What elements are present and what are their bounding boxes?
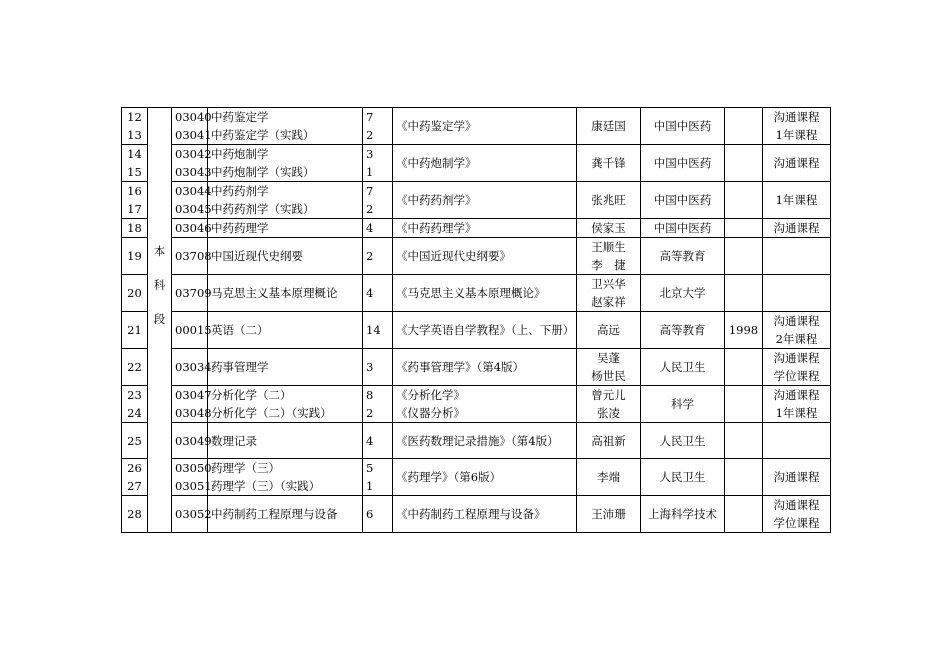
textbook: 《中药药剂学》 — [396, 193, 477, 207]
textbook: 《药理学》（第6版） — [396, 470, 502, 484]
row-number: 23 — [127, 388, 142, 402]
publisher: 中国中医药 — [653, 221, 712, 235]
credit: 3 — [366, 360, 374, 374]
course-name-cell — [208, 182, 363, 219]
textbook: 《医药数理记录措施》（第4版） — [396, 433, 559, 448]
row-number: 18 — [127, 221, 142, 235]
credit-cell — [363, 145, 393, 182]
note: 沟通课程 — [773, 156, 820, 170]
credit: 8 — [366, 388, 374, 402]
course-code: 03041 — [175, 128, 212, 142]
course-code: 03040 — [175, 110, 212, 124]
course-code: 03050 — [175, 461, 212, 475]
row-number-cell — [122, 219, 148, 238]
course-code: 03034 — [175, 360, 212, 374]
credit: 2 — [366, 406, 374, 420]
course-name-cell — [208, 459, 363, 496]
course-name: 中药炮制学（实践） — [211, 165, 315, 179]
course-code: 00015 — [175, 323, 212, 337]
note: 1年课程 — [775, 128, 818, 142]
author-cell — [577, 386, 641, 423]
edition-cell — [725, 496, 763, 533]
table-row — [122, 145, 831, 182]
author: 李端 — [597, 470, 620, 484]
table-row — [122, 275, 831, 312]
textbook-cell — [393, 182, 577, 219]
edition-cell — [725, 145, 763, 182]
credit: 7 — [366, 110, 374, 124]
row-number-cell — [122, 386, 148, 423]
credit: 4 — [366, 221, 374, 235]
edition-cell — [725, 182, 763, 219]
row-number-cell — [122, 423, 148, 459]
course-name-cell — [208, 145, 363, 182]
course-code: 03709 — [175, 286, 212, 300]
course-code: 03045 — [175, 202, 212, 216]
publisher-cell — [641, 219, 725, 238]
textbook: 《大学英语自学教程》（上、下册） — [396, 323, 575, 337]
textbook-cell — [393, 349, 577, 386]
course-name-cell — [208, 423, 363, 459]
table-row — [122, 219, 831, 238]
publisher-cell — [641, 349, 725, 386]
row-number-cell — [122, 238, 148, 275]
course-code: 03047 — [175, 388, 212, 402]
row-number: 20 — [127, 286, 142, 300]
publisher: 高等教育 — [659, 249, 706, 263]
textbook: 《药事管理学》（第4版） — [396, 360, 525, 374]
credit: 4 — [366, 286, 374, 300]
course-code-cell — [172, 238, 212, 275]
author: 卫兴华 — [591, 277, 626, 291]
course-code-cell — [172, 459, 212, 496]
author-cell — [577, 108, 641, 145]
note: 沟通课程 — [773, 221, 820, 235]
row-number: 19 — [127, 249, 142, 263]
credit-cell — [363, 182, 393, 219]
edition-cell — [725, 349, 763, 386]
credit: 2 — [366, 202, 374, 216]
course-name-cell — [208, 219, 363, 238]
stage-label-char: 科 — [153, 278, 166, 292]
publisher-cell — [641, 238, 725, 275]
note-cell — [763, 459, 831, 496]
credit: 3 — [366, 147, 374, 161]
course-name: 英语（二） — [211, 323, 269, 337]
author: 康廷国 — [591, 119, 626, 133]
course-code: 03046 — [175, 221, 212, 235]
author: 高祖新 — [591, 433, 626, 448]
note: 2年课程 — [775, 332, 818, 346]
course-code: 03051 — [175, 479, 212, 493]
credit-cell — [363, 496, 393, 533]
credit: 7 — [366, 184, 374, 198]
course-code-cell — [172, 219, 212, 238]
course-name: 药事管理学 — [211, 360, 269, 374]
publisher-cell — [641, 182, 725, 219]
note-cell — [763, 386, 831, 423]
course-name-cell — [208, 238, 363, 275]
note-cell — [763, 496, 831, 533]
stage-label-char: 本 — [153, 244, 166, 258]
row-number: 26 — [127, 461, 142, 475]
course-table-body — [122, 108, 831, 533]
course-code-cell — [172, 496, 212, 533]
note: 沟通课程 — [773, 351, 820, 365]
author-cell — [577, 312, 641, 349]
publisher: 北京大学 — [659, 286, 706, 300]
row-number: 16 — [127, 184, 142, 198]
publisher: 中国中医药 — [653, 119, 712, 133]
row-number: 21 — [127, 323, 142, 337]
row-number: 24 — [127, 406, 142, 420]
course-code-cell — [172, 275, 212, 312]
note-cell — [763, 219, 831, 238]
credit: 1 — [366, 165, 374, 179]
publisher-cell — [641, 496, 725, 533]
course-code: 03042 — [175, 147, 212, 161]
table-row — [122, 496, 831, 533]
course-code: 03708 — [175, 249, 212, 263]
credit: 14 — [366, 323, 381, 337]
edition-cell — [725, 219, 763, 238]
note: 沟通课程 — [773, 388, 820, 402]
table-row — [122, 108, 831, 145]
course-name-cell — [208, 312, 363, 349]
textbook: 《分析化学》 — [396, 388, 465, 402]
textbook-cell — [393, 145, 577, 182]
table-row — [122, 349, 831, 386]
table-row — [122, 386, 831, 423]
textbook-cell — [393, 108, 577, 145]
course-code: 03044 — [175, 184, 212, 198]
edition-cell — [725, 108, 763, 145]
author-cell — [577, 496, 641, 533]
course-name: 分析化学（二）（实践） — [211, 406, 332, 420]
row-number: 13 — [127, 128, 142, 142]
row-number: 17 — [127, 202, 142, 216]
course-name: 中药制药工程原理与设备 — [211, 507, 338, 521]
note: 1年课程 — [775, 406, 818, 420]
course-name-cell — [208, 108, 363, 145]
course-code-cell — [172, 182, 212, 219]
credit: 5 — [366, 461, 374, 475]
course-name-cell — [208, 496, 363, 533]
credit-cell — [363, 459, 393, 496]
edition-cell — [725, 423, 763, 459]
course-name: 中药鉴定学 — [211, 110, 269, 124]
author-cell — [577, 145, 641, 182]
course-code-cell — [172, 108, 212, 145]
credit-cell — [363, 238, 393, 275]
credit-cell — [363, 386, 393, 423]
stage-label-char: 段 — [153, 312, 166, 326]
note: 沟通课程 — [773, 470, 820, 484]
course-name: 数理记录 — [211, 433, 257, 448]
note: 沟通课程 — [773, 110, 820, 124]
textbook: 《中药制药工程原理与设备》 — [396, 507, 546, 521]
note-cell — [763, 275, 831, 312]
row-number-cell — [122, 182, 148, 219]
note-cell — [763, 312, 831, 349]
note-cell — [763, 108, 831, 145]
publisher-cell — [641, 275, 725, 312]
note-cell — [763, 238, 831, 275]
row-number: 12 — [127, 110, 142, 124]
credit: 6 — [366, 507, 374, 521]
publisher-cell — [641, 386, 725, 423]
author-cell — [577, 238, 641, 275]
row-number: 14 — [127, 147, 142, 161]
textbook-cell — [393, 386, 577, 423]
table-row — [122, 459, 831, 496]
edition-cell — [725, 275, 763, 312]
table-row — [122, 312, 831, 349]
course-name-cell — [208, 349, 363, 386]
course-table — [121, 107, 831, 533]
course-code: 03043 — [175, 165, 212, 179]
publisher-cell — [641, 459, 725, 496]
publisher-cell — [641, 145, 725, 182]
publisher: 高等教育 — [659, 323, 706, 337]
textbook-cell — [393, 496, 577, 533]
author: 高远 — [597, 323, 620, 337]
textbook-cell — [393, 219, 577, 238]
row-number-cell — [122, 496, 148, 533]
course-code-cell — [172, 423, 212, 459]
row-number-cell — [122, 108, 148, 145]
textbook: 《中国近现代史纲要》 — [396, 249, 511, 263]
row-number: 28 — [127, 507, 142, 521]
textbook: 《马克思主义基本原理概论》 — [396, 286, 546, 300]
textbook: 《仪器分析》 — [396, 406, 465, 420]
author: 曾元儿 — [591, 388, 626, 402]
note-cell — [763, 182, 831, 219]
publisher: 科学 — [671, 397, 694, 411]
credit-cell — [363, 349, 393, 386]
credit-cell — [363, 275, 393, 312]
publisher: 人民卫生 — [659, 360, 706, 374]
textbook-cell — [393, 312, 577, 349]
table-row — [122, 182, 831, 219]
credit: 2 — [366, 128, 374, 142]
row-number: 25 — [127, 433, 142, 448]
edition-cell — [725, 386, 763, 423]
course-name: 药理学（三） — [211, 461, 280, 475]
textbook-cell — [393, 275, 577, 312]
row-number-cell — [122, 145, 148, 182]
course-name: 马克思主义基本原理概论 — [211, 286, 338, 300]
course-code-cell — [172, 386, 212, 423]
author: 张兆旺 — [591, 193, 626, 207]
publisher-cell — [641, 108, 725, 145]
row-number-cell — [122, 459, 148, 496]
course-name: 中药炮制学 — [211, 147, 269, 161]
author: 侯家玉 — [591, 221, 626, 235]
author: 王沛珊 — [591, 507, 626, 521]
author: 杨世民 — [591, 369, 626, 383]
textbook-cell — [393, 423, 577, 459]
textbook: 《中药鉴定学》 — [396, 119, 477, 133]
row-number-cell — [122, 349, 148, 386]
table-row — [122, 423, 831, 459]
author: 吴蓬 — [597, 351, 620, 365]
credit-cell — [363, 108, 393, 145]
course-name: 中药鉴定学（实践） — [211, 128, 315, 142]
course-code: 03048 — [175, 406, 212, 420]
row-number: 27 — [127, 479, 142, 493]
table-row — [122, 238, 831, 275]
course-name: 中国近现代史纲要 — [211, 249, 303, 263]
textbook-cell — [393, 238, 577, 275]
publisher: 人民卫生 — [659, 470, 706, 484]
course-name: 中药药剂学 — [211, 184, 269, 198]
row-number: 15 — [127, 165, 142, 179]
author-cell — [577, 459, 641, 496]
row-number-cell — [122, 312, 148, 349]
publisher-cell — [641, 312, 725, 349]
author: 王顺生 — [591, 240, 626, 254]
row-number: 22 — [127, 360, 142, 374]
course-code-cell — [172, 349, 212, 386]
course-name-cell — [208, 386, 363, 423]
course-code: 03049 — [175, 433, 212, 448]
publisher: 中国中医药 — [653, 156, 712, 170]
note: 沟通课程 — [773, 498, 820, 512]
note-cell — [763, 145, 831, 182]
credit-cell — [363, 312, 393, 349]
author-cell — [577, 423, 641, 459]
credit: 2 — [366, 249, 374, 263]
course-name: 分析化学（二） — [211, 388, 292, 402]
row-number-cell — [122, 275, 148, 312]
note: 1年课程 — [775, 193, 818, 207]
course-name: 中药药剂学（实践） — [211, 202, 315, 216]
edition-cell — [725, 238, 763, 275]
course-code-cell — [172, 145, 212, 182]
course-code-cell — [172, 312, 212, 349]
author-cell — [577, 349, 641, 386]
credit-cell — [363, 219, 393, 238]
textbook: 《中药炮制学》 — [396, 156, 477, 170]
publisher: 上海科学技术 — [648, 507, 717, 521]
credit: 4 — [366, 433, 374, 448]
author: 李 捷 — [591, 258, 626, 272]
publisher: 中国中医药 — [653, 193, 712, 207]
author-cell — [577, 182, 641, 219]
publisher-cell — [641, 423, 725, 459]
note-cell — [763, 423, 831, 459]
author: 赵家祥 — [591, 295, 626, 309]
author: 龚千锋 — [591, 156, 626, 170]
note: 沟通课程 — [773, 314, 820, 328]
author-cell — [577, 275, 641, 312]
course-code: 03052 — [175, 507, 212, 521]
note-cell — [763, 349, 831, 386]
edition-cell — [725, 459, 763, 496]
note: 学位课程 — [773, 369, 820, 383]
publisher: 人民卫生 — [659, 433, 706, 448]
author: 张凌 — [597, 406, 620, 420]
textbook: 《中药药理学》 — [396, 221, 477, 235]
course-name: 药理学（三）（实践） — [211, 479, 321, 493]
author-cell — [577, 219, 641, 238]
credit: 1 — [366, 479, 374, 493]
edition: 1998 — [728, 323, 759, 337]
stage-cell — [148, 108, 172, 533]
note: 学位课程 — [773, 516, 820, 530]
credit-cell — [363, 423, 393, 459]
textbook-cell — [393, 459, 577, 496]
edition-cell — [725, 312, 763, 349]
course-name-cell — [208, 275, 363, 312]
course-name: 中药药理学 — [211, 221, 269, 235]
